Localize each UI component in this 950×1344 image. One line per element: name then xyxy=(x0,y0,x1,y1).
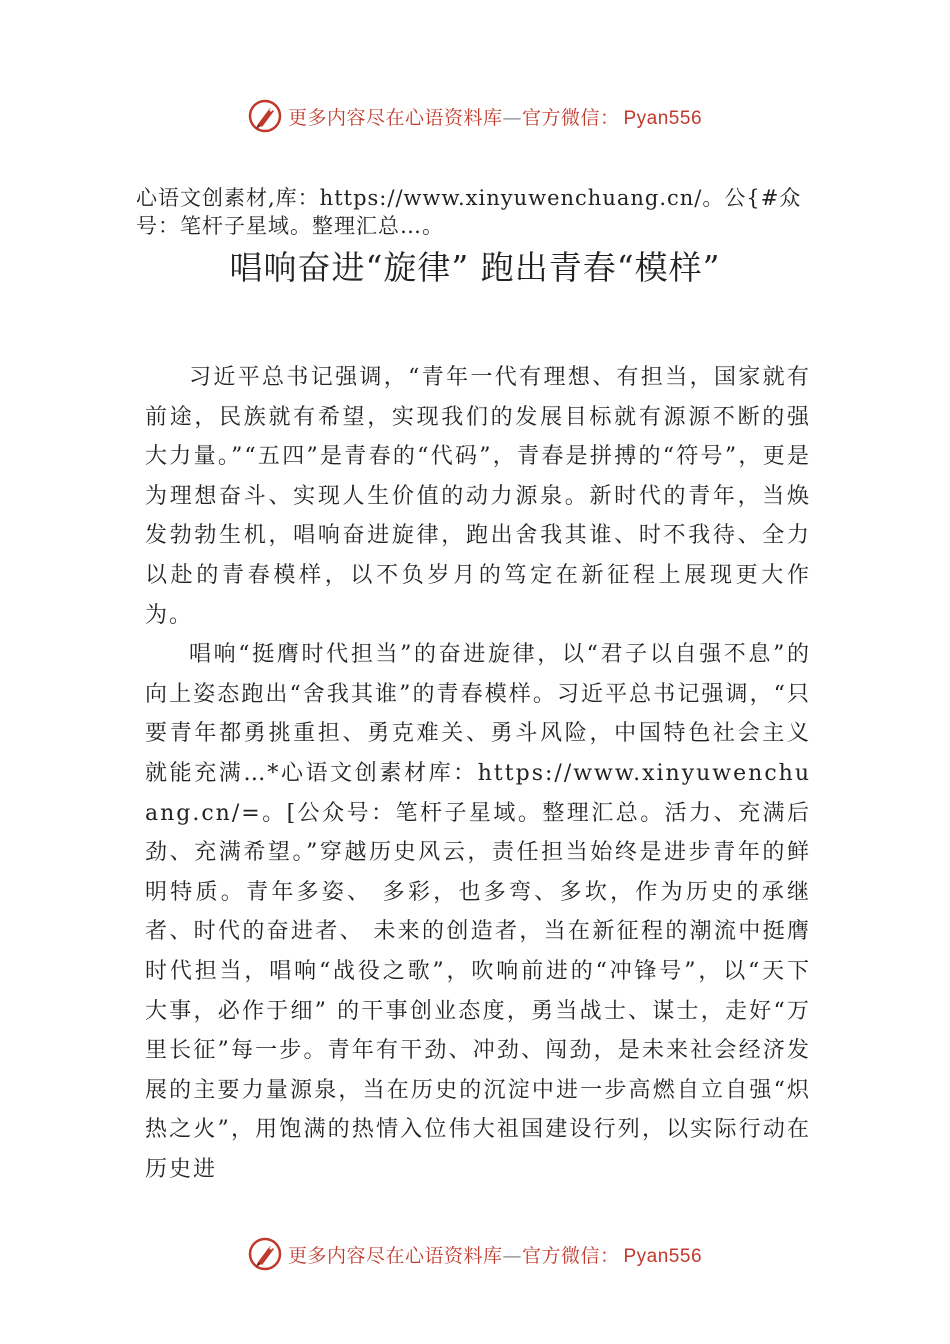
banner-wechat-label: 官方微信： xyxy=(521,106,620,129)
source-note: 心语文创素材,库：https://www.xinyuwenchuang.cn/。公{#众号：笔杆子星域。整理汇总…。 xyxy=(136,186,802,238)
banner-main-text: 更多内容尽在心语资料库 xyxy=(287,1244,503,1267)
banner-separator: — xyxy=(502,106,522,129)
document-body xyxy=(145,358,811,1189)
document-title: 唱响奋进“旋律” 跑出青春“模样” xyxy=(229,248,721,287)
banner-separator: — xyxy=(502,1244,522,1267)
pen-logo-icon xyxy=(248,1237,282,1271)
banner-wechat-id: Pyan556 xyxy=(623,1245,703,1267)
banner-wechat-label: 官方微信： xyxy=(521,1244,620,1267)
banner-text xyxy=(288,103,702,130)
banner-wechat-id: Pyan556 xyxy=(623,107,703,129)
footer-banner xyxy=(0,1234,950,1274)
paragraph-2: 唱响“挺膺时代担当”的奋进旋律，以“君子以自强不息”的向上姿态跑出“舍我其谁”的青春模样。习近平总书记强调，“只要青年都勇挑重担、勇克难关、勇斗风险，中国特色社会主义就能充满…*心语文创素材库：https://www.xinyuwenchuang.cn/=。[公众号：笔杆子星域。整理汇总。活力、充满后劲、充满希望。”穿越历史风云，责任担当始终是进步青年的鲜明特质。青年多姿、 多彩，也多弯、多坎，作为历史的承继者、时代的奋进者、 未来的创造者，当在新征程的潮流中挺膺时代担当，唱响“战役之歌”，吹响前进的“冲锋号”，以“天下大事，必作于细” 的干事创业态度，勇当战士、谋士，走好“万里长征”每一步。青年有干劲、冲劲、闯劲，是未来社会经济发展的主要力量源泉，当在历史的沉淀中进一步高燃自立自强“炽热之火”，用饱满的热情入位伟大祖国建设行列，以实际行动在历史进 xyxy=(145,642,811,1182)
banner-main-text: 更多内容尽在心语资料库 xyxy=(287,106,503,129)
banner-text xyxy=(288,1241,702,1268)
pen-logo-icon xyxy=(248,99,282,133)
header-banner xyxy=(0,96,950,136)
paragraph-1: 习近平总书记强调，“青年一代有理想、有担当，国家就有前途，民族就有希望，实现我们的发展目标就有源源不断的强大力量。”“五四”是青春的“代码”，青春是拼搏的“符号”，更是为理想奋斗、实现人生价值的动力源泉。新时代的青年，当焕发勃勃生机，唱响奋进旋律，跑出舍我其谁、时不我待、全力以赴的青春模样，以不负岁月的笃定在新征程上展现更大作为。 xyxy=(145,365,811,628)
